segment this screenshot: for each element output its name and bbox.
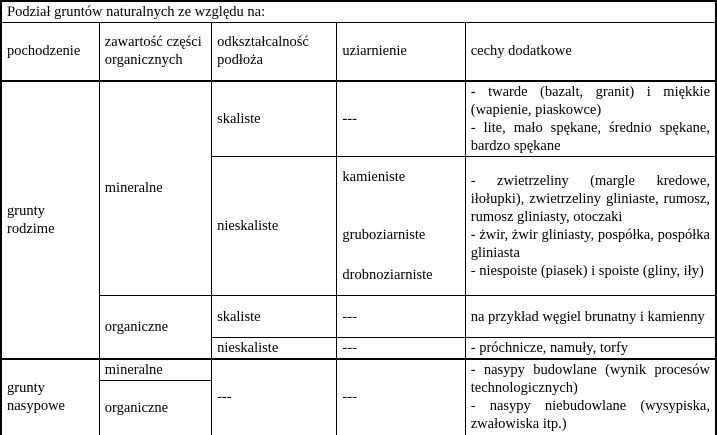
col-header-cechy-dodatkowe: cechy dodatkowe — [465, 23, 716, 81]
cell-grain-dash: --- — [337, 338, 465, 360]
feature-item: - twarde (bazalt, granit) i miękkie (wapienie, piaskowce) — [470, 83, 710, 118]
feature-item: - niespoiste (piasek) i spoiste (gliny, iły) — [470, 263, 704, 279]
cell-origin-grunty-nasypowe: grunty nasypowe — [1, 359, 99, 435]
header-row — [1, 23, 716, 81]
feature-item: - nasypy budowlane (wynik procesów technologicznych) — [470, 362, 710, 397]
feature-item: - próchnicze, namuły, torfy — [470, 340, 629, 356]
table-row — [1, 296, 716, 338]
table-title: Podział gruntów naturalnych ze względu na: — [1, 1, 716, 23]
cell-features-nasypowe — [465, 359, 716, 435]
cell-deformability-nieskaliste: nieskaliste — [212, 157, 337, 296]
cell-grain-dash: --- — [337, 296, 465, 338]
cell-origin-grunty-rodzime: grunty rodzime — [1, 81, 99, 360]
col-header-pochodzenie: pochodzenie — [1, 23, 99, 81]
feature-item: - żwir, żwir gliniasty, pospółka, pospółka gliniasta — [470, 227, 710, 261]
cell-features-skaliste-organiczne — [465, 296, 716, 338]
cell-features-skaliste-mineralne — [465, 81, 716, 157]
cell-features-nieskaliste-organiczne — [465, 338, 716, 360]
cell-grain-dash: --- — [337, 81, 465, 157]
table-row — [1, 359, 716, 381]
table-row — [1, 81, 716, 157]
cell-grain-dash: --- — [337, 359, 465, 435]
col-header-odksztalcalnosc-podloza: odkształcalność podłoża — [212, 23, 337, 81]
cell-deformability-nieskaliste-organiczne: nieskaliste — [212, 338, 337, 360]
col-header-uziarnienie: uziarnienie — [337, 23, 465, 81]
cell-organic-content-organiczne: organiczne — [99, 296, 211, 360]
feature-item: na przykład węgiel brunatny i kamienny — [470, 308, 705, 325]
grain-drobnoziarniste: drobnoziarniste — [342, 267, 433, 283]
cell-features-nieskaliste-mineralne — [465, 157, 716, 296]
cell-deformability-skaliste-organiczne: skaliste — [212, 296, 337, 338]
feature-item: - zwietrzeliny (margle kredowe, iłołupki), zwietrzeliny gliniaste, rumosz, rumosz gliniasty, otoczaki — [470, 173, 710, 225]
cell-deformability-skaliste: skaliste — [212, 81, 337, 157]
cell-deformability-dash: --- — [212, 359, 337, 435]
feature-item: - nasypy niebudowlane (wysypiska, zwałowiska itp.) — [470, 398, 710, 433]
cell-organic-content-mineralne-nasypowe: mineralne — [99, 359, 211, 381]
cell-grain-types — [337, 157, 465, 296]
grain-gruboziarniste: gruboziarniste — [342, 227, 426, 243]
cell-organic-content-organiczne-nasypowe: organiczne — [99, 381, 211, 435]
grain-kamieniste: kamieniste — [342, 169, 406, 185]
col-header-zawartosc-czesci-organicznych: zawartość części organicznych — [99, 23, 211, 81]
feature-item: - lite, mało spękane, średnio spękane, bardzo spękane — [470, 119, 710, 154]
title-row — [1, 1, 716, 23]
cell-organic-content-mineralne: mineralne — [99, 81, 211, 296]
